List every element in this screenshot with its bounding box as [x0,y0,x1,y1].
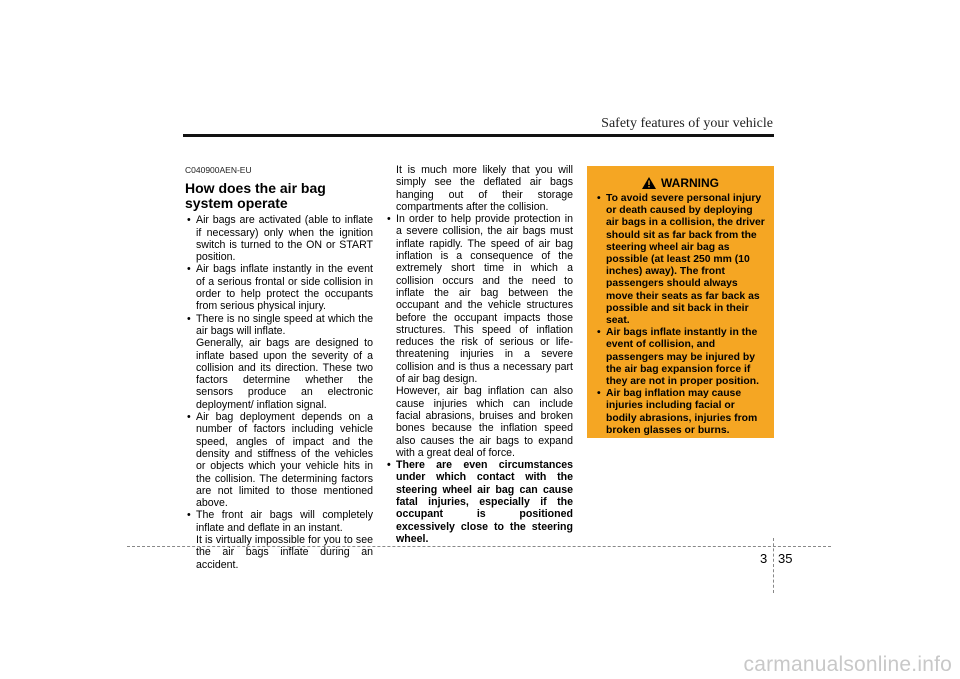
list-item: • Air bags are activated (able to inflate if necessary) only when the ignition switch is turned to the ON or START position. [185,214,373,263]
warning-title: WARNING [661,176,719,190]
list-item: • The front air bags will completely inflate and deflate in an instant. [185,509,373,534]
warning-list [595,193,766,437]
bullet-list [185,411,373,534]
section-heading: How does the air bag system operate [185,180,326,212]
chapter-number: 3 [760,551,768,566]
list-item: • Air bag deployment depends on a number of factors including vehicle speed, angles of impact and the density and stiffness of the vehicles or objects which your vehicle hits in the collision. The determining factors are not limited to those mentioned above. [185,411,373,509]
column-middle [385,164,573,545]
warning-item: • Air bags inflate instantly in the event of collision, and passengers may be injured by the air bag expansion force if they are not in proper position. [595,327,766,388]
paragraph: However, air bag inflation can also cause injuries which can include facial abrasions, bruises and broken bones because the inflation speed also causes the air bags to expand with a great deal of force. [396,385,573,459]
section-code: C040900AEN-EU [185,165,252,175]
bullet-list [385,459,573,545]
warning-box [587,166,774,438]
footer-rule [127,546,831,547]
warning-item: • To avoid severe personal injury or death caused by deploying air bags in a collision, the driver should sit as far back from the steering wheel air bag as possible (at least 250 mm (10 inches) away). The front passengers should always move their seats as far back as possible and sit back in their seat. [595,193,766,327]
warning-triangle-icon [642,177,656,189]
paragraph: Generally, air bags are designed to inflate based upon the severity of a collision and its direction. These two factors determine whether the sensors produce an electronic deployment/ inflation signal. [196,337,373,411]
page-number: 35 [778,551,793,566]
paragraph: It is virtually impossible for you to see the air bags inflate during an accident. [196,534,373,571]
column-left [185,164,373,571]
watermark: carmanualsonline.info [743,653,952,676]
list-item: • Air bags inflate instantly in the event of a serious frontal or side collision in order to help protect the occupants from serious physical injury. [185,263,373,312]
header-rule [183,134,774,137]
running-header: Safety features of your vehicle [601,116,773,131]
warning-item: • Air bag inflation may cause injuries including facial or bodily abrasions, injuries from broken glasses or burns. [595,388,766,437]
list-item: • In order to help provide protection in a severe collision, the air bags must inflate rapidly. The speed of air bag inflation is a consequence of the extremely short time in which a collision occurs and the need to inflate the air bag between the occupant and the vehicle structures before the occupant impacts those structures. This speed of inflation reduces the risk of serious or life-threatening injuries in a severe collision and is thus a necessary part of air bag design. [385,213,573,385]
bullet-list [385,213,573,385]
footer-divider [773,538,774,593]
list-item: • There are even circumstances under which contact with the steering wheel air bag can cause fatal injuries, especially if the occupant is positioned excessively close to the steering wheel. [385,459,573,545]
list-item: • There is no single speed at which the air bags will inflate. [185,313,373,338]
bullet-list [185,214,373,337]
warning-header [595,176,766,190]
paragraph: It is much more likely that you will simply see the deflated air bags hanging out of their storage compartments after the collision. [396,164,573,213]
